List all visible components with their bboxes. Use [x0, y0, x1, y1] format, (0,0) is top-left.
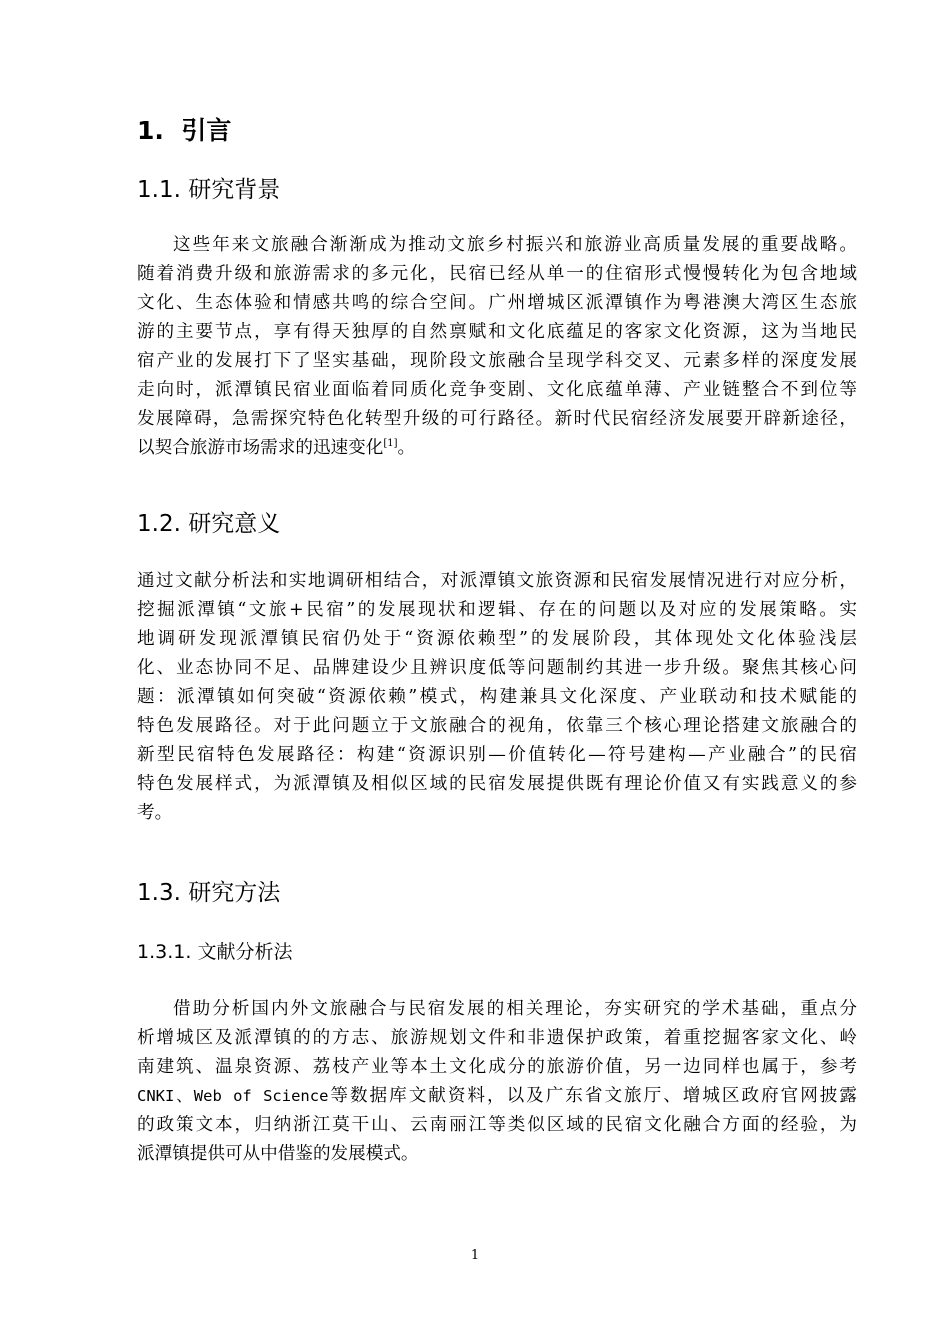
text-line: 走向时，派潭镇民宿业面临着同质化竞争变剧、文化底蕴单薄、产业链整合不到位等: [137, 380, 857, 400]
text-line: 化、业态协同不足、品牌建设少且辨识度低等问题制约其进一步升级。聚焦其核心问: [137, 658, 857, 678]
text-line: 通过文献分析法和实地调研相结合，对派潭镇文旅资源和民宿发展情况进行对应分析，: [137, 571, 857, 591]
chapter-title: 引言: [181, 116, 232, 145]
chapter-heading: [137, 116, 231, 146]
text-fragment: 等数据库文献资料，以及广东省文旅厅、增城区政府官网披露: [328, 1086, 857, 1106]
section-title: 研究方法: [188, 880, 281, 906]
end-punctuation: 。: [397, 438, 416, 458]
text-line: 随着消费升级和旅游需求的多元化，民宿已经从单一的住宿形式慢慢转化为包含地域: [137, 264, 857, 284]
text-line: 这些年来文旅融合渐渐成为推动文旅乡村振兴和旅游业高质量发展的重要战略。: [173, 235, 857, 255]
text-line: 南建筑、温泉资源、荔枝产业等本土文化成分的旅游价值，另一边同样也属于，参考: [137, 1057, 857, 1077]
text-line: 派潭镇提供可从中借鉴的发展模式。: [137, 1144, 419, 1164]
section-heading-1-1: [137, 175, 280, 205]
text-line: 特色发展样式，为派潭镇及相似区域的民宿发展提供既有理论价值又有实践意义的参: [137, 774, 857, 794]
section-title: 研究背景: [188, 177, 281, 203]
text-line: [137, 434, 857, 463]
paragraph-literature-analysis: [137, 995, 857, 1169]
section-number: 1.2.: [137, 511, 181, 537]
subsection-heading-1-3-1: [137, 939, 292, 965]
section-heading-1-2: [137, 509, 280, 539]
text-line: 考。: [137, 803, 173, 823]
text-line: 借助分析国内外文旅融合与民宿发展的相关理论，夯实研究的学术基础，重点分: [173, 999, 857, 1019]
text-line: 析增城区及派潭镇的的方志、旅游规划文件和非遗保护政策，着重挖掘客家文化、岭: [137, 1028, 857, 1048]
section-number: 1.3.: [137, 880, 181, 906]
chapter-number: 1.: [137, 116, 164, 145]
paragraph-significance: [137, 567, 857, 828]
text-line: 宿产业的发展打下了坚实基础，现阶段文旅融合呈现学科交叉、元素多样的深度发展: [137, 351, 857, 371]
page-number: 1: [470, 1248, 480, 1263]
text-line: 挖掘派潭镇“文旅+民宿”的发展现状和逻辑、存在的问题以及对应的发展策略。实: [137, 600, 857, 620]
database-names: CNKI、Web of Science: [137, 1087, 329, 1105]
text-line: 文化、生态体验和情感共鸣的综合空间。广州增城区派潭镇作为粤港澳大湾区生态旅: [137, 293, 857, 313]
section-number: 1.1.: [137, 177, 181, 203]
subsection-title: 文献分析法: [197, 941, 293, 963]
text-line: 的政策文本，归纳浙江莫干山、云南丽江等类似区域的民宿文化融合方面的经验，为: [137, 1115, 857, 1135]
text-line: 游的主要节点，享有得天独厚的自然禀赋和文化底蕴足的客家文化资源，这为当地民: [137, 322, 857, 342]
text-line: [137, 1082, 857, 1111]
text-line: 新型民宿特色发展路径：构建“资源识别—价值转化—符号建构—产业融合”的民宿: [137, 745, 857, 765]
text-line: 题：派潭镇如何突破“资源依赖”模式，构建兼具文化深度、产业联动和技术赋能的: [137, 687, 857, 707]
citation-ref: [1]: [383, 438, 398, 449]
text-fragment: 以契合旅游市场需求的迅速变化: [137, 438, 384, 458]
paragraph-background: [137, 231, 857, 463]
section-heading-1-3: [137, 878, 280, 908]
section-title: 研究意义: [188, 511, 281, 537]
text-line: 特色发展路径。对于此问题立于文旅融合的视角，依靠三个核心理论搭建文旅融合的: [137, 716, 857, 736]
text-line: 地调研发现派潭镇民宿仍处于“资源依赖型”的发展阶段，其体现处文化体验浅层: [137, 629, 857, 649]
text-line: 发展障碍，急需探究特色化转型升级的可行路径。新时代民宿经济发展要开辟新途径，: [137, 409, 857, 429]
subsection-number: 1.3.1.: [137, 941, 192, 963]
